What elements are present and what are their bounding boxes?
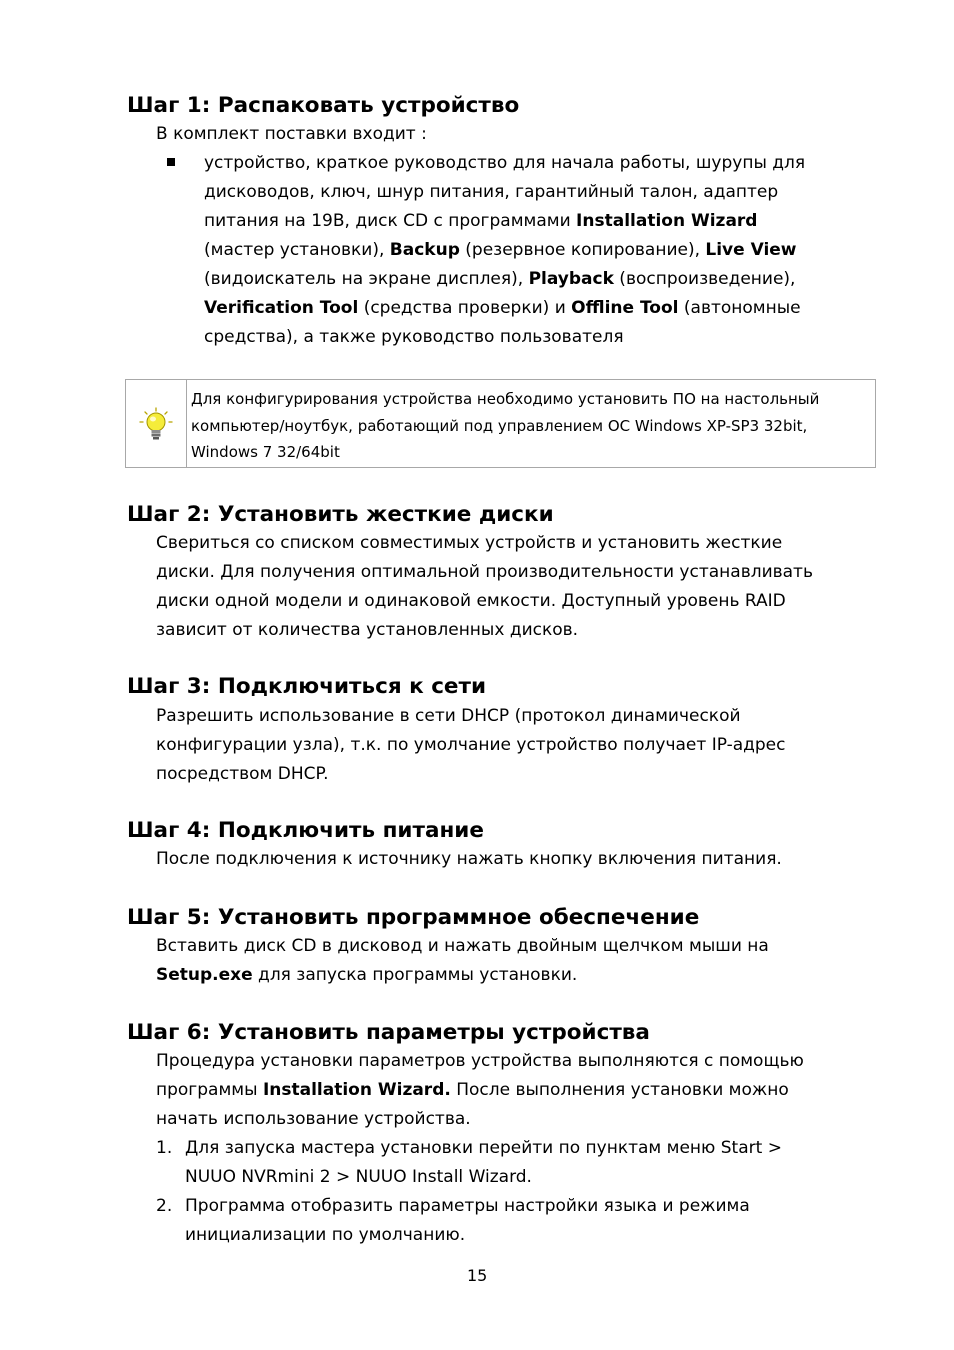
text-line: Для запуска мастера установки перейти по пунктам меню Start > bbox=[185, 1138, 782, 1158]
text-line: (мастер установки), Backup (резервное копирование), Live View bbox=[204, 240, 797, 260]
text-line: (видоискатель на экране дисплея), Playback (воспроизведение), bbox=[204, 269, 796, 289]
step5-heading: Шаг 5: Установить программное обеспечение bbox=[127, 905, 700, 930]
text-line: Verification Tool (средства проверки) и Offline Tool (автономные bbox=[204, 298, 801, 318]
tip-line: Windows 7 32/64bit bbox=[191, 443, 340, 461]
step4-heading: Шаг 4: Подключить питание bbox=[127, 818, 484, 843]
tip-line: Для конфигурирования устройства необходимо установить ПО на настольный bbox=[191, 390, 820, 408]
bold-term: Backup bbox=[389, 240, 460, 260]
text-line: После подключения к источнику нажать кнопку включения питания. bbox=[156, 849, 782, 869]
item-number: 1. bbox=[156, 1138, 173, 1158]
text-line: посредством DHCP. bbox=[156, 764, 329, 784]
bold-term: Playback bbox=[528, 269, 614, 289]
tip-box bbox=[125, 379, 876, 468]
text-line: Процедура установки параметров устройства выполняются с помощью bbox=[156, 1051, 804, 1071]
tip-text bbox=[191, 386, 819, 466]
tip-icon-cell bbox=[126, 380, 187, 467]
bold-term: Live View bbox=[705, 240, 797, 260]
bold-term: Installation Wizard bbox=[576, 211, 758, 231]
bold-term: Verification Tool bbox=[204, 298, 359, 318]
lightbulb-icon bbox=[139, 407, 173, 443]
bullet-square-icon bbox=[167, 158, 175, 166]
item-number: 2. bbox=[156, 1196, 173, 1216]
text-line: Вставить диск CD в дисковод и нажать двойным щелчком мыши на bbox=[156, 936, 769, 956]
text-line: Свериться со списком совместимых устройств и установить жесткие bbox=[156, 533, 783, 553]
text-line: дисководов, ключ, шнур питания, гарантийный талон, адаптер bbox=[204, 182, 779, 202]
text-line: конфигурации узла), т.к. по умолчание устройство получает IP-адрес bbox=[156, 735, 786, 755]
step5-text bbox=[156, 932, 769, 990]
step6-text bbox=[156, 1047, 804, 1134]
bold-term: Offline Tool bbox=[571, 298, 679, 318]
text-line: Setup.exe для запуска программы установки. bbox=[156, 965, 578, 985]
step4-text bbox=[156, 845, 782, 874]
text-line: программы Installation Wizard. После выполнения установки можно bbox=[156, 1080, 789, 1100]
step2-text bbox=[156, 529, 813, 645]
text-line: инициализации по умолчанию. bbox=[185, 1225, 466, 1245]
tip-line: компьютер/ноутбук, работающий под управлением ОС Windows XP-SP3 32bit, bbox=[191, 416, 808, 435]
text-line: питания на 19В, диск CD с программами Installation Wizard bbox=[204, 211, 758, 231]
step6-heading: Шаг 6: Установить параметры устройства bbox=[127, 1020, 650, 1045]
step1-heading: Шаг 1: Распаковать устройство bbox=[127, 93, 520, 118]
step1-bullet-text bbox=[204, 149, 805, 352]
step1-intro: В комплект поставки входит : bbox=[156, 124, 427, 144]
text-line: диски одной модели и одинаковой емкости. Доступный уровень RAID bbox=[156, 591, 786, 611]
text-line: начать использование устройства. bbox=[156, 1109, 471, 1129]
text-line: Разрешить использование в сети DHCP (протокол динамической bbox=[156, 706, 741, 726]
step2-heading: Шаг 2: Установить жесткие диски bbox=[127, 502, 554, 527]
text-line: средства), а также руководство пользователя bbox=[204, 327, 624, 347]
text-line: Программа отобразить параметры настройки языка и режима bbox=[185, 1196, 750, 1216]
text-line: зависит от количества установленных дисков. bbox=[156, 620, 579, 640]
text-line: NUUO NVRmini 2 > NUUO Install Wizard. bbox=[185, 1167, 532, 1187]
bold-term: Installation Wizard. bbox=[262, 1080, 451, 1100]
text-line: устройство, краткое руководство для начала работы, шурупы для bbox=[204, 153, 806, 173]
step3-heading: Шаг 3: Подключиться к сети bbox=[127, 674, 487, 699]
step3-text bbox=[156, 702, 786, 789]
text-line: диски. Для получения оптимальной производительности устанавливать bbox=[156, 562, 813, 582]
page-number: 15 bbox=[467, 1266, 488, 1285]
bold-term: Setup.exe bbox=[156, 965, 253, 985]
